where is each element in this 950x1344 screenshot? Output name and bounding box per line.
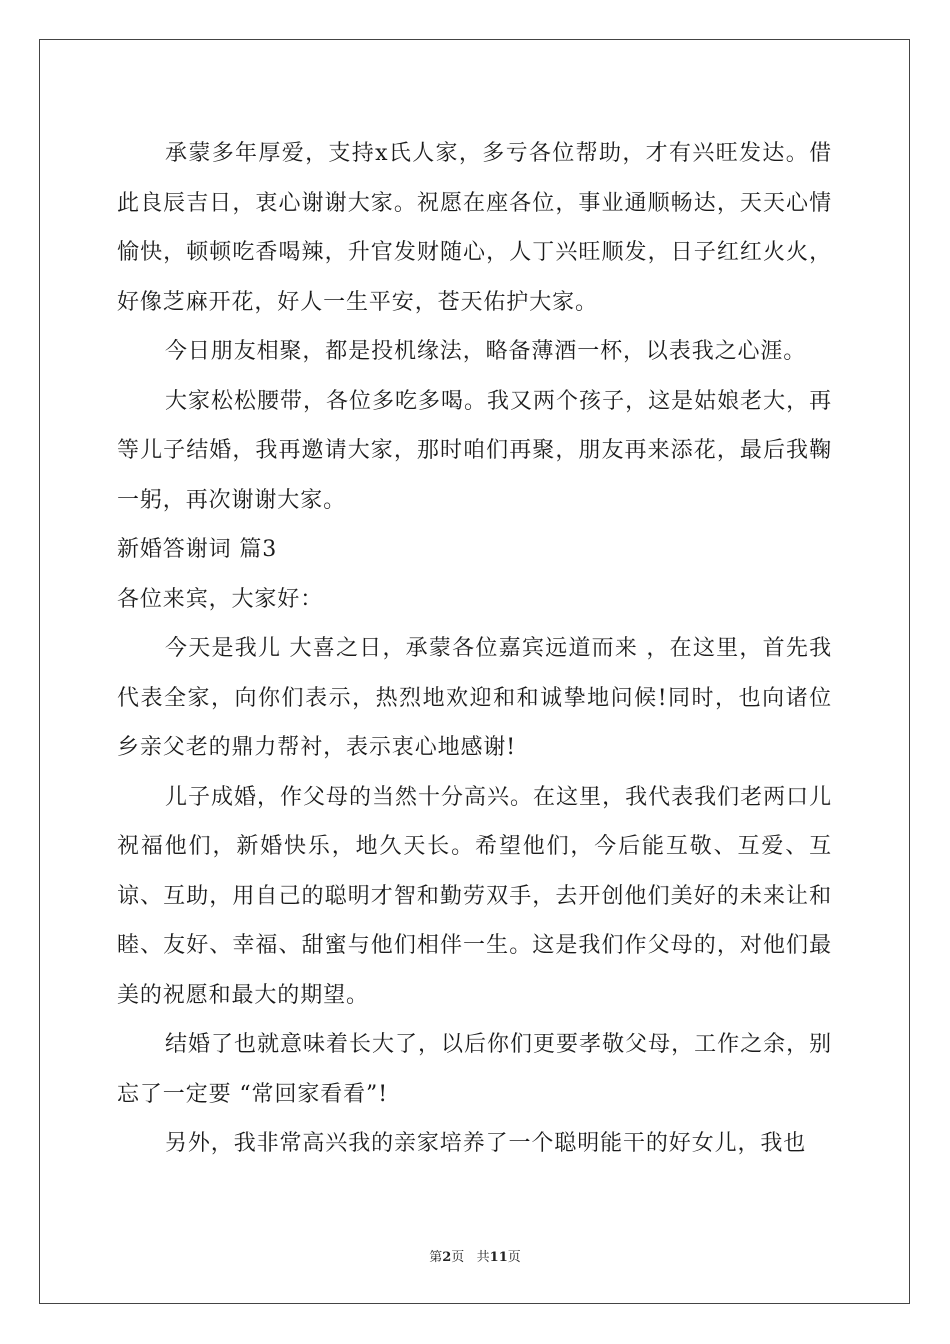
footer-page-number: 2 — [442, 1250, 452, 1265]
salutation: 各位来宾，大家好： — [117, 586, 324, 612]
page-footer — [0, 1246, 950, 1265]
document-body — [117, 129, 832, 1169]
footer-suffix: 页 — [507, 1250, 521, 1265]
paragraph-blessings: 承蒙多年厚爱，支持x氏人家，多亏各位帮助，才有兴旺发达。借此良辰吉日，衷心谢谢大家。祝愿在座各位，事业通顺畅达，天天心情愉快，顿顿吃香喝辣，升官发财随心，人丁兴旺顺发，日子红红火火，好像芝麻开花，好人一生平安，苍天佑护大家。 — [117, 141, 832, 315]
paragraph-welcome: 今天是我儿 大喜之日，承蒙各位嘉宾远道而来 ，在这里，首先我代表全家，向你们表示，热烈地欢迎和和诚挚地问候!同时，也向诸位乡亲父老的鼎力帮衬，表示衷心地感谢! — [117, 636, 832, 760]
paragraph-advice: 结婚了也就意味着长大了，以后你们更要孝敬父母，工作之余，别忘了一定要 “常回家看看”! — [117, 1032, 832, 1107]
paragraph-eat-drink: 大家松松腰带，各位多吃多喝。我又两个孩子，这是姑娘老大，再等儿子结婚，我再邀请大家，那时咱们再聚，朋友再来添花，最后我鞠一躬，再次谢谢大家。 — [117, 388, 832, 513]
section-heading: 新婚答谢词 篇3 — [117, 537, 278, 562]
footer-total-pages: 11 — [489, 1250, 508, 1265]
paragraph-in-laws: 另外，我非常高兴我的亲家培养了一个聪明能干的好女儿，我也 — [165, 1131, 807, 1156]
paragraph-wishes: 儿子成婚，作父母的当然十分高兴。在这里，我代表我们老两口儿祝福他们，新婚快乐，地久天长。希望他们，今后能互敬、互爱、互谅、互助，用自己的聪明才智和勤劳双手，去开创他们美好的未来让和睦、友好、幸福、甜蜜与他们相伴一生。这是我们作父母的，对他们最美的祝愿和最大的期望。 — [117, 784, 832, 1008]
paragraph-friends-gathering: 今日朋友相聚，都是投机缘法，略备薄酒一杯，以表我之心涯。 — [165, 339, 807, 364]
footer-middle: 页 共 — [451, 1250, 490, 1265]
footer-prefix: 第 — [429, 1250, 443, 1265]
